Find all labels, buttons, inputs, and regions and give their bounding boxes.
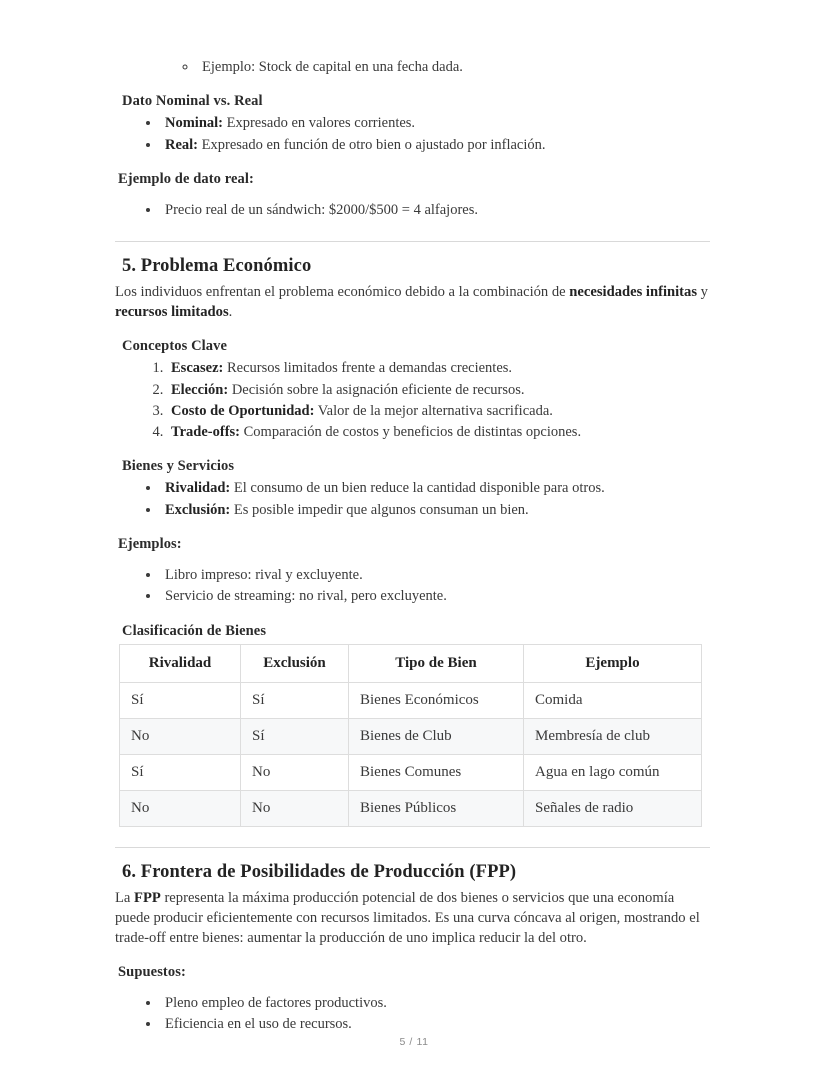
list-conceptos-clave [115, 358, 710, 443]
list-item [161, 135, 710, 156]
table-header-row [120, 644, 702, 682]
cell-exclusion: No [241, 790, 349, 826]
section5-intro [115, 283, 710, 323]
list-item-term: Elección: [171, 381, 229, 398]
cell-exclusion: Sí [241, 682, 349, 718]
list-item: • Precio real de un sándwich: $2000/$500 = 4 alfajores. [161, 200, 710, 221]
list-item-text: Comparación de costos y beneficios de distintas opciones. [240, 424, 582, 441]
list-item [167, 422, 710, 443]
list-item: • Libro impreso: rival y excluyente. [161, 565, 710, 586]
list-item [161, 478, 710, 499]
cell-tipo: Bienes Públicos [349, 790, 524, 826]
cell-rivalidad: No [120, 790, 241, 826]
section-divider [115, 241, 710, 242]
list-item [167, 401, 710, 422]
list-ejemplo-dato-real [115, 200, 710, 221]
list-item: ◦ Ejemplo: Stock de capital en una fecha dada. [198, 57, 710, 78]
list-item-term: Costo de Oportunidad: [171, 402, 315, 419]
cell-rivalidad: Sí [120, 682, 241, 718]
table-row [120, 790, 702, 826]
cell-rivalidad: No [120, 718, 241, 754]
heading-dato-nominal-real: Dato Nominal vs. Real [122, 93, 263, 110]
heading-bienes-servicios: Bienes y Servicios [122, 458, 235, 475]
cell-tipo: Bienes de Club [349, 718, 524, 754]
page-content [115, 55, 710, 1035]
section-title-5: 5. Problema Económico [122, 256, 312, 277]
list-item-text: Es posible impedir que algunos consuman un bien. [230, 501, 529, 518]
intro-text: Los individuos enfrentan el problema económico debido a la combinación de [115, 284, 570, 301]
list-top-example [115, 57, 710, 78]
list-item-term: Exclusión: [165, 501, 231, 518]
section-divider-2 [115, 847, 710, 848]
intro-text-3: . [228, 304, 233, 321]
table-row [120, 682, 702, 718]
intro-bold-2: recursos limitados [115, 304, 229, 321]
list-item-text: Expresado en valores corrientes. [223, 115, 416, 132]
classification-table [119, 644, 702, 827]
list-item: • Pleno empleo de factores productivos. [161, 993, 710, 1014]
table-wrapper [119, 644, 710, 827]
list-item: • Servicio de streaming: no rival, pero excluyente. [161, 586, 710, 607]
cell-rivalidad: Sí [120, 754, 241, 790]
heading-ejemplos: Ejemplos: [118, 536, 182, 553]
cell-ejemplo: Membresía de club [524, 718, 702, 754]
heading-ejemplo-dato-real: Ejemplo de dato real: [118, 170, 254, 187]
section6-intro [115, 889, 710, 949]
list-item-term: Real: [165, 136, 199, 153]
list-ejemplos [115, 565, 710, 608]
column-header-ejemplo: Ejemplo [524, 644, 702, 682]
heading-conceptos-clave: Conceptos Clave [122, 338, 228, 355]
list-supuestos [115, 993, 710, 1036]
heading-clasificacion-bienes: Clasificación de Bienes [122, 622, 267, 639]
cell-tipo: Bienes Económicos [349, 682, 524, 718]
list-item [161, 500, 710, 521]
cell-ejemplo: Señales de radio [524, 790, 702, 826]
list-item [167, 380, 710, 401]
intro-lead: La [115, 889, 135, 906]
section-title-6: 6. Frontera de Posibilidades de Producción (FPP) [122, 861, 517, 882]
list-item: • Eficiencia en el uso de recursos. [161, 1014, 710, 1035]
column-header-rivalidad: Rivalidad [120, 644, 241, 682]
intro-rest: representa la máxima producción potencial de dos bienes o servicios que una economía puede producir eficientemente con recursos limitados. Es una curva cóncava al origen, mostrando el trade-off entre bienes: aumentar la producción de uno implica reducir la del otro. [115, 889, 700, 946]
heading-supuestos: Supuestos: [118, 963, 186, 980]
page-footer: 5 / 11 [399, 1036, 429, 1048]
intro-text-2: y [697, 284, 708, 301]
list-item-term: Nominal: [165, 115, 223, 132]
cell-ejemplo: Agua en lago común [524, 754, 702, 790]
cell-exclusion: No [241, 754, 349, 790]
list-item-text: Expresado en función de otro bien o ajustado por inflación. [198, 136, 546, 153]
cell-exclusion: Sí [241, 718, 349, 754]
list-item-text: Valor de la mejor alternativa sacrificada. [314, 402, 553, 419]
cell-ejemplo: Comida [524, 682, 702, 718]
list-item-text: El consumo de un bien reduce la cantidad disponible para otros. [230, 480, 605, 497]
table-row [120, 718, 702, 754]
list-bienes-servicios [115, 478, 710, 521]
column-header-tipo-de-bien: Tipo de Bien [349, 644, 524, 682]
column-header-exclusion: Exclusión [241, 644, 349, 682]
cell-tipo: Bienes Comunes [349, 754, 524, 790]
intro-bold-1: necesidades infinitas [569, 284, 698, 301]
list-item-text: Recursos limitados frente a demandas crecientes. [223, 360, 513, 377]
list-item [161, 113, 710, 134]
list-item-term: Rivalidad: [165, 480, 231, 497]
list-item-term: Trade-offs: [171, 424, 240, 441]
intro-bold-fpp: FPP [134, 889, 161, 906]
list-item [167, 358, 710, 379]
list-nominal-real [115, 113, 710, 156]
list-item-text: Decisión sobre la asignación eficiente de recursos. [228, 381, 525, 398]
table-row [120, 754, 702, 790]
list-item-term: Escasez: [171, 360, 224, 377]
